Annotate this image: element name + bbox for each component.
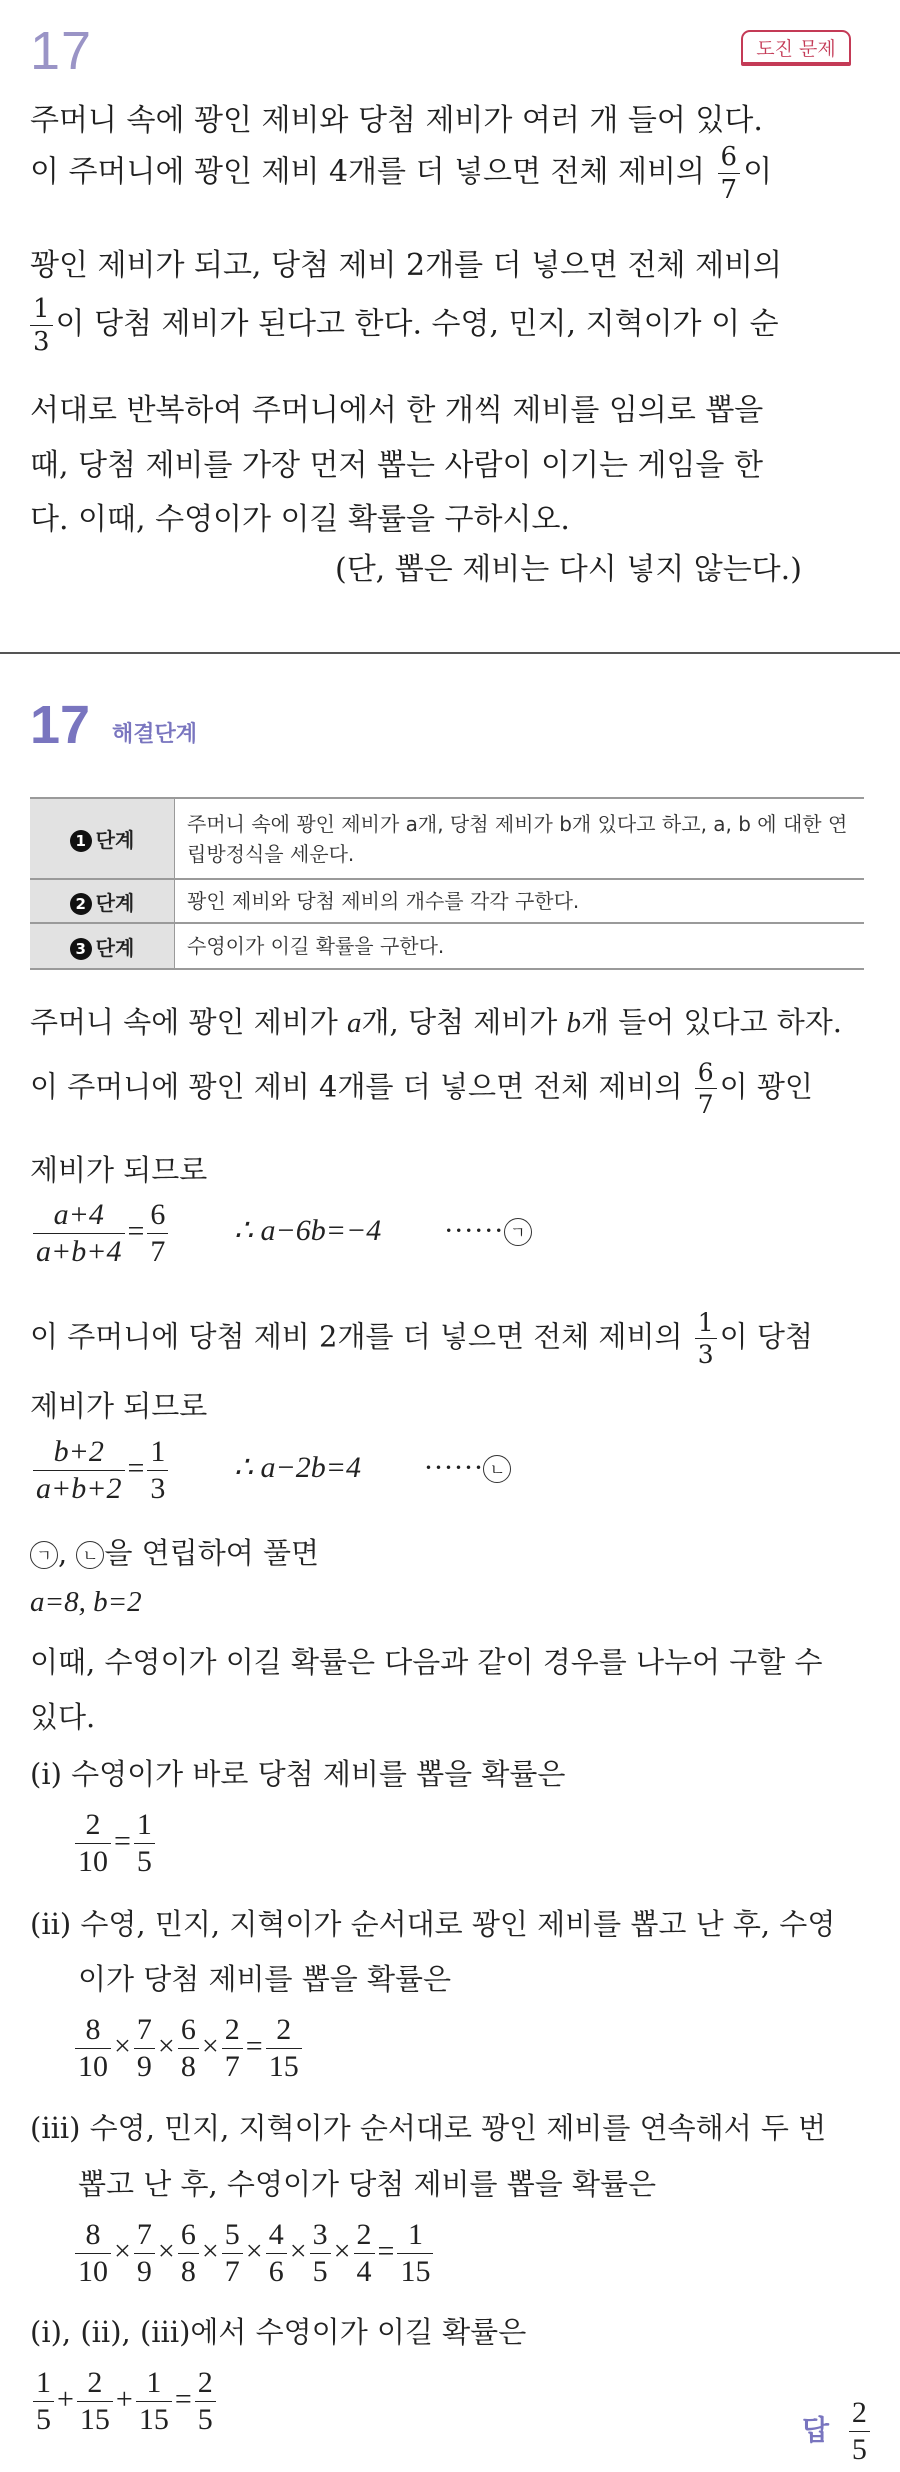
- problem-line-7: 다. 이때, 수영이가 이길 확률을 구하시오.: [30, 502, 570, 537]
- case-summary-text: (i), (ii), (iii)에서 수영이가 이길 확률은: [30, 2315, 527, 2349]
- operator: ×: [289, 2234, 307, 2268]
- operator: +: [115, 2382, 133, 2416]
- case-2-text: 이가 당첨 제비를 뽑을 확률은: [78, 1962, 452, 1996]
- solution-line: 있다.: [30, 1700, 96, 1734]
- solution-number: 17: [30, 695, 91, 755]
- fraction: $\frac{7}{9}$: [134, 2220, 155, 2287]
- fraction: $\frac{1}{5}$: [33, 2368, 54, 2435]
- solution-line: 제비가 되므로: [30, 1153, 208, 1187]
- fraction: $\frac{5}{7}$: [222, 2220, 243, 2287]
- step-description: 수영이가 이길 확률을 구한다.: [175, 923, 865, 969]
- step-row: 1 단계 주머니 속에 꽝인 제비가 a개, 당첨 제비가 b개 있다고 하고, a, b 에 대한 연립방정식을 세운다.: [30, 798, 864, 879]
- step-row: 2 단계 꽝인 제비와 당첨 제비의 개수를 각각 구한다.: [30, 879, 864, 923]
- circled-label-1: ㄱ: [504, 1218, 532, 1246]
- operator: ×: [333, 2234, 351, 2268]
- operator: ×: [114, 2029, 131, 2063]
- operator: ×: [201, 2029, 219, 2063]
- operator: ×: [157, 2029, 175, 2063]
- fraction: $\frac{6}{8}$: [178, 2220, 199, 2287]
- fraction-numerator: 1: [33, 294, 50, 324]
- problem-condition: (단, 뽑은 제비는 다시 넣지 않는다.): [335, 552, 802, 587]
- fraction: $\frac{2}{10}$: [75, 1810, 111, 1877]
- problem-number: 17: [30, 21, 93, 81]
- fraction: $\frac{8}{10}$: [75, 2220, 111, 2287]
- operator: ×: [201, 2234, 219, 2268]
- fraction: $\frac{8}{10}$: [75, 2015, 111, 2082]
- fraction: $\frac{2}{5}$: [195, 2368, 216, 2435]
- operator: =: [377, 2234, 395, 2268]
- fraction: $\frac{3}{5}$: [310, 2220, 331, 2287]
- fraction: $\frac{2}{15}$: [266, 2015, 302, 2082]
- section-divider: [0, 652, 900, 654]
- solution-steps-table: [30, 797, 864, 970]
- fraction: $\frac{1}{15}$: [136, 2368, 172, 2435]
- case-3-product: [72, 2220, 436, 2287]
- fraction-numerator: 6: [720, 142, 738, 172]
- problem-line-3: 꽝인 제비가 되고, 당첨 제비 2개를 더 넣으면 전체 제비의: [30, 248, 783, 283]
- fraction: $\frac{6}{8}$: [178, 2015, 199, 2082]
- fraction: $\frac{1}{15}$: [397, 2220, 433, 2287]
- solution-line: 이 주머니에 당첨 제비 2개를 더 넣으면 전체 제비의 $\frac{1}{3}$ 이 당첨: [30, 1308, 813, 1369]
- solution-line: 주머니 속에 꽝인 제비가 a개, 당첨 제비가 b개 들어 있다고 하자.: [30, 1005, 842, 1039]
- step-description: 꽝인 제비와 당첨 제비의 개수를 각각 구한다.: [175, 879, 865, 923]
- fraction: $\frac{2}{15}$: [77, 2368, 113, 2435]
- solution-result: a=8, b=2: [30, 1586, 142, 1618]
- operator: =: [114, 1824, 131, 1858]
- step-row: 3 단계 수영이가 이길 확률을 구한다.: [30, 923, 864, 969]
- case-3-text: (iii) 수영, 민지, 지혁이가 순서대로 꽝인 제비를 연속해서 두 번: [30, 2111, 827, 2145]
- operator: ×: [114, 2234, 131, 2268]
- case-1-text: (i) 수영이가 바로 당첨 제비를 뽑을 확률은: [30, 1757, 566, 1791]
- solution-steps-label: 해결단계: [112, 722, 198, 747]
- step-description: 주머니 속에 꽝인 제비가 a개, 당첨 제비가 b개 있다고 하고, a, b 에 대한 연립방정식을 세운다.: [175, 798, 865, 879]
- step-number-icon: 1: [70, 830, 92, 852]
- equation-2: $\frac{b+2}{a+b+2}$ = $\frac{1}{3}$ ∴ a−2b=4 ······ ㄴ: [30, 1437, 511, 1504]
- problem-line-5: 서대로 반복하여 주머니에서 한 개씩 제비를 임의로 뽑을: [30, 393, 764, 428]
- answer: 답 $\frac{2}{5}$: [802, 2398, 873, 2465]
- case-2-product: [72, 2015, 305, 2082]
- fraction: $\frac{1}{5}$: [134, 1810, 155, 1877]
- total-probability: [30, 2368, 219, 2435]
- problem-line-1: 주머니 속에 꽝인 제비와 당첨 제비가 여러 개 들어 있다.: [30, 103, 763, 138]
- operator: ×: [157, 2234, 175, 2268]
- fraction: $\frac{2}{4}$: [354, 2220, 375, 2287]
- case-3-text: 뽑고 난 후, 수영이가 당첨 제비를 뽑을 확률은: [78, 2167, 656, 2201]
- case-1-product: [72, 1810, 158, 1877]
- operator: +: [57, 2382, 74, 2416]
- fraction-denominator: 3: [30, 325, 53, 355]
- problem-line-6: 때, 당첨 제비를 가장 먼저 뽑는 사람이 이기는 게임을 한: [30, 448, 763, 483]
- fraction: $\frac{7}{9}$: [134, 2015, 155, 2082]
- operator: ×: [245, 2234, 263, 2268]
- equation-1: $\frac{a+4}{a+b+4}$ = $\frac{6}{7}$ ∴ a−6b=−4 ······ ㄱ: [30, 1200, 532, 1267]
- step-number-icon: 2: [70, 893, 92, 915]
- operator: =: [174, 2382, 192, 2416]
- fraction: $\frac{4}{6}$: [266, 2220, 287, 2287]
- step-number-icon: 3: [70, 938, 92, 960]
- solution-line: 제비가 되므로: [30, 1389, 208, 1423]
- problem-line-2: 이 주머니에 꽝인 제비 4개를 더 넣으면 전체 제비의 $\frac{6}{7}$ 이: [30, 142, 773, 205]
- solution-line: 이때, 수영이가 이길 확률은 다음과 같이 경우를 나누어 구할 수: [30, 1645, 823, 1679]
- circled-label-2: ㄴ: [483, 1455, 511, 1483]
- fraction-denominator: 7: [718, 173, 741, 203]
- case-2-text: (ii) 수영, 민지, 지혁이가 순서대로 꽝인 제비를 뽑고 난 후, 수영: [30, 1907, 836, 1941]
- challenge-badge: 도진 문제: [741, 30, 851, 66]
- operator: =: [245, 2029, 263, 2063]
- problem-line-4: $\frac{1}{3}$ 이 당첨 제비가 된다고 한다. 수영, 민지, 지혁이가 이 순: [30, 296, 779, 355]
- solution-line: 이 주머니에 꽝인 제비 4개를 더 넣으면 전체 제비의 $\frac{6}{7}$ 이 꽝인: [30, 1058, 813, 1119]
- fraction: $\frac{2}{7}$: [222, 2015, 243, 2082]
- solution-line: ㄱ , ㄴ 을 연립하여 풀면: [30, 1531, 319, 1572]
